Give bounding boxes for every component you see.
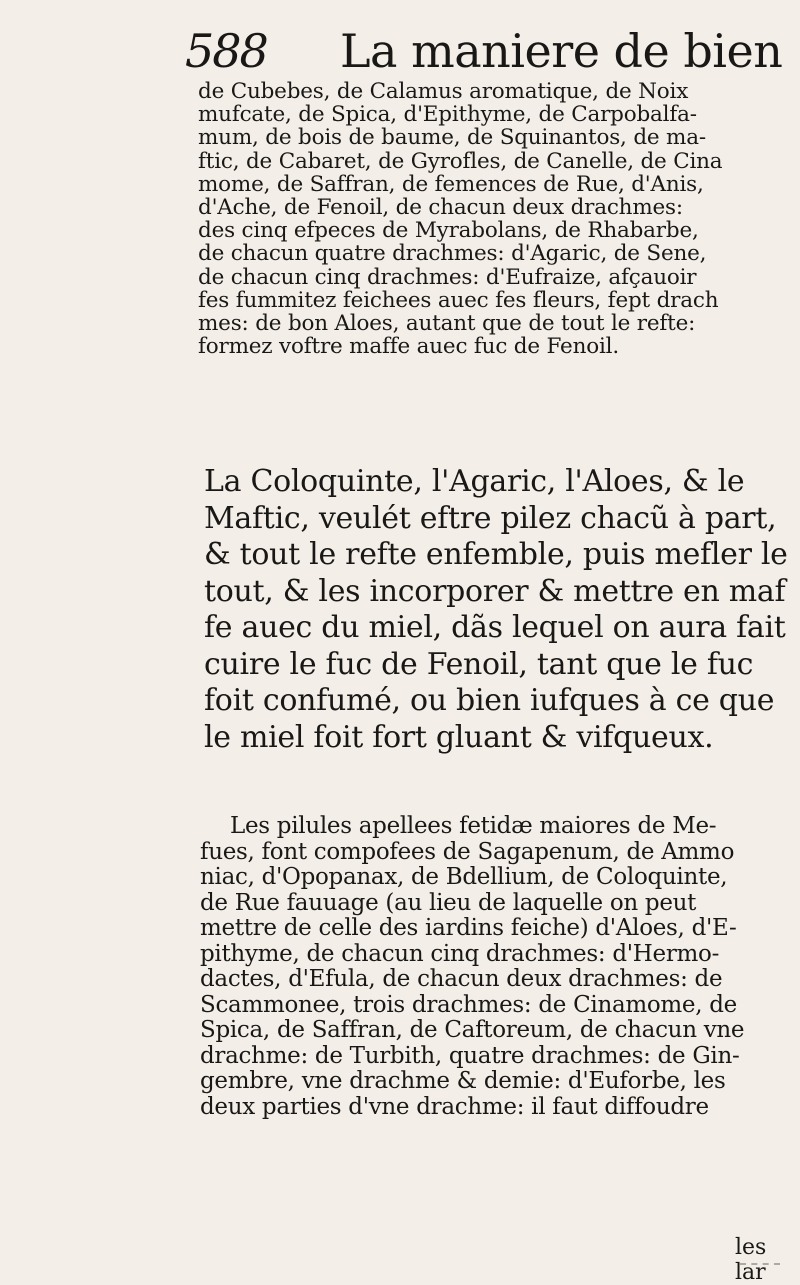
text-line: Spica, de Saffran, de Caftoreum, de chacun vne xyxy=(200,1018,745,1043)
text-line: de Rue fauuage (au lieu de laquelle on peut xyxy=(200,890,697,916)
text-line: Les pilules apellees fetidæ maiores de Me- xyxy=(230,814,717,839)
text-line: de Cubebes, de Calamus aromatique, de Noix xyxy=(198,80,689,104)
text-line: dactes, d'Efula, de chacun deux drachmes: de xyxy=(200,967,723,992)
paragraph-preparation xyxy=(204,464,800,756)
text-line: foit confumé, ou bien iufques à ce que xyxy=(204,683,775,718)
text-line: de chacun cinq drachmes: d'Eufraize, afçauoir xyxy=(198,265,697,289)
text-line: mettre de celle des iardins feiche) d'Aloes, d'E- xyxy=(200,916,737,941)
text-line: deux parties d'vne drachme: il faut diffoudre xyxy=(200,1094,709,1120)
page-number: 588 xyxy=(185,24,267,78)
text-line: tout, & les incorporer & mettre en maf xyxy=(204,573,786,609)
paragraph-fetidae-pills xyxy=(200,814,800,1120)
text-line: Scammonee, trois drachmes: de Cinamome, de xyxy=(200,992,737,1018)
text-line: gembre, vne drachme & demie: d'Euforbe, les xyxy=(200,1069,726,1094)
text-line: mum, de bois de baume, de Squinantos, de ma- xyxy=(198,126,706,150)
text-line: d'Ache, de Fenoil, de chacun deux drachmes: xyxy=(198,195,683,220)
text-line: le miel foit fort gluant & vifqueux. xyxy=(204,719,714,755)
text-line: pithyme, de chacun cinq drachmes: d'Hermo- xyxy=(200,941,720,967)
text-line: des cinq efpeces de Myrabolans, de Rhabarbe, xyxy=(198,219,699,243)
paragraph-ingredients xyxy=(198,80,798,358)
text-line: fes fummitez feichees auec fes fleurs, fept drach xyxy=(198,288,719,312)
text-line: & tout le refte enfemble, puis mefler le xyxy=(204,537,788,572)
text-line: mes: de bon Aloes, autant que de tout le refte: xyxy=(198,311,696,336)
text-line: niac, d'Opopanax, de Bdellium, de Coloquinte, xyxy=(200,865,728,890)
text-line: fues, font compofees de Sagapenum, de Ammo xyxy=(200,839,735,865)
text-line: fe auec du miel, dãs lequel on aura fait xyxy=(204,610,786,645)
catchword: les lar xyxy=(735,1235,767,1285)
text-line: mome, de Saffran, de femences de Rue, d'Anis, xyxy=(198,172,704,196)
ink-smudge xyxy=(740,1260,780,1265)
text-line: drachme: de Turbith, quatre drachmes: de Gin- xyxy=(200,1043,740,1069)
text-line: mufcate, de Spica, d'Epithyme, de Carpobalfa- xyxy=(198,103,697,127)
text-line: Maftic, veulét eftre pilez chacũ à part, xyxy=(204,500,777,536)
text-line: formez voftre maffe auec fuc de Fenoil. xyxy=(198,335,619,359)
text-line: ftic, de Cabaret, de Gyrofles, de Canelle, de Cina xyxy=(198,149,723,173)
text-line: de chacun quatre drachmes: d'Agaric, de Sene, xyxy=(198,242,707,266)
text-line: La Coloquinte, l'Agaric, l'Aloes, & le xyxy=(204,464,745,499)
running-title: La maniere de bien xyxy=(340,24,783,78)
text-line: cuire le fuc de Fenoil, tant que le fuc xyxy=(204,646,754,682)
